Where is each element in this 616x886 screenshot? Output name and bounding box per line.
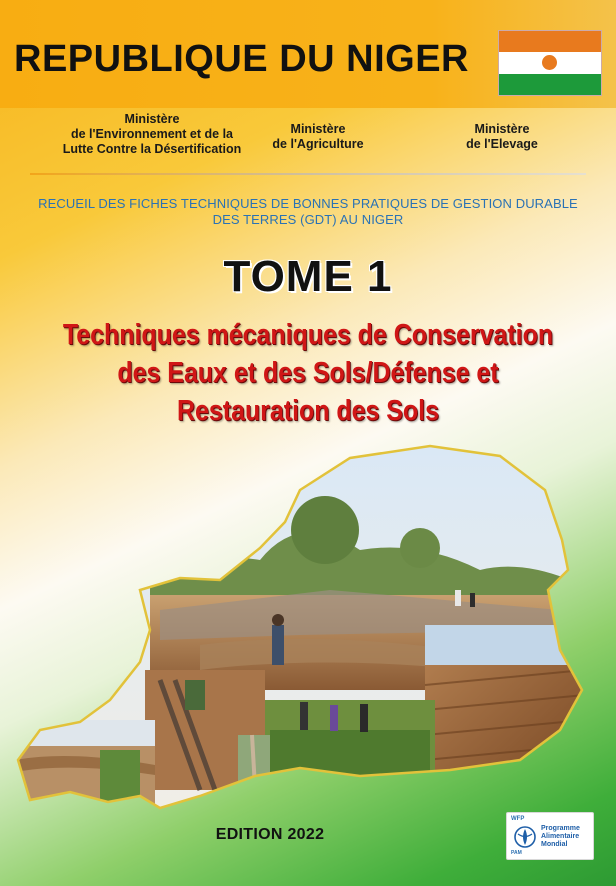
ministries-row	[0, 112, 616, 168]
ministry-elevage: Ministère de l'Elevage	[466, 122, 538, 151]
wfp-logo: WFP Programme Alimentaire Mondial PAM	[506, 812, 594, 860]
ministry-agriculture: Ministère de l'Agriculture	[272, 122, 364, 151]
country-title: REPUBLIQUE DU NIGER	[14, 38, 469, 80]
document-subtitle: Techniques mécaniques de Conservation des Eaux et des Sols/Défense et Restauration des Sols	[62, 319, 554, 427]
niger-map-photo-collage-icon	[0, 430, 616, 830]
tome-label: TOME 1	[223, 252, 393, 301]
wfp-name: Programme Alimentaire Mondial	[541, 825, 580, 848]
collection-title: RECUEIL DES FICHES TECHNIQUES DE BONNES PRATIQUES DE GESTION DURABLE DES TERRES (GDT) AU NIGER	[38, 196, 578, 227]
ministry-environment: Ministère de l'Environnement et de la Lutte Contre la Désertification	[62, 112, 242, 156]
edition-label: EDITION 2022	[215, 826, 325, 843]
niger-flag-icon	[498, 30, 602, 96]
wfp-emblem-icon	[513, 825, 537, 849]
divider	[30, 173, 586, 175]
